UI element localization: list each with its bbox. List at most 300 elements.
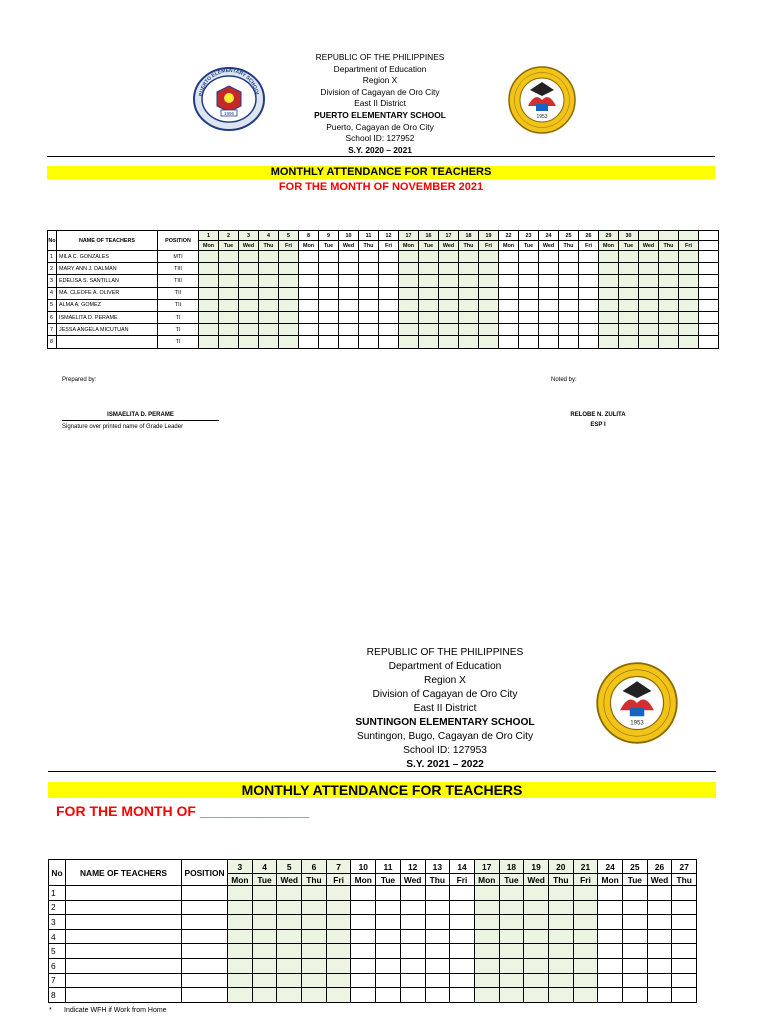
attendance-cell[interactable]: [299, 324, 319, 336]
attendance-cell[interactable]: [499, 275, 519, 287]
attendance-cell[interactable]: [279, 324, 299, 336]
attendance-cell[interactable]: [252, 988, 277, 1003]
attendance-cell[interactable]: [623, 944, 648, 959]
attendance-cell[interactable]: [302, 929, 327, 944]
attendance-cell[interactable]: [425, 944, 450, 959]
attendance-cell[interactable]: [359, 263, 379, 275]
attendance-cell[interactable]: [219, 287, 239, 299]
attendance-cell[interactable]: [425, 929, 450, 944]
attendance-cell[interactable]: [302, 900, 327, 915]
attendance-cell[interactable]: [573, 886, 598, 901]
attendance-cell[interactable]: [400, 973, 425, 988]
attendance-cell[interactable]: [672, 900, 697, 915]
attendance-cell[interactable]: [679, 287, 699, 299]
attendance-cell[interactable]: [359, 287, 379, 299]
attendance-cell[interactable]: [399, 251, 419, 263]
attendance-cell[interactable]: [339, 251, 359, 263]
attendance-cell[interactable]: [623, 988, 648, 1003]
attendance-cell[interactable]: [450, 958, 475, 973]
attendance-cell[interactable]: [519, 251, 539, 263]
attendance-cell[interactable]: [519, 324, 539, 336]
attendance-cell[interactable]: [219, 263, 239, 275]
attendance-cell[interactable]: [647, 886, 672, 901]
attendance-cell[interactable]: [359, 275, 379, 287]
attendance-cell[interactable]: [499, 944, 524, 959]
attendance-cell[interactable]: [376, 886, 401, 901]
attendance-cell[interactable]: [659, 336, 679, 348]
attendance-cell[interactable]: [351, 929, 376, 944]
attendance-cell[interactable]: [479, 251, 499, 263]
attendance-cell[interactable]: [259, 336, 279, 348]
attendance-cell[interactable]: [319, 275, 339, 287]
attendance-cell[interactable]: [598, 915, 623, 930]
attendance-cell[interactable]: [400, 915, 425, 930]
attendance-cell[interactable]: [419, 275, 439, 287]
attendance-cell[interactable]: [524, 929, 549, 944]
attendance-cell[interactable]: [548, 900, 573, 915]
attendance-cell[interactable]: [351, 900, 376, 915]
attendance-cell[interactable]: [559, 263, 579, 275]
attendance-cell[interactable]: [539, 336, 559, 348]
attendance-cell[interactable]: [647, 929, 672, 944]
attendance-cell[interactable]: [228, 988, 253, 1003]
attendance-cell[interactable]: [239, 336, 259, 348]
attendance-cell[interactable]: [573, 929, 598, 944]
attendance-cell[interactable]: [499, 324, 519, 336]
attendance-cell[interactable]: [499, 287, 519, 299]
attendance-cell[interactable]: [279, 336, 299, 348]
attendance-cell[interactable]: [277, 944, 302, 959]
attendance-cell[interactable]: [419, 299, 439, 311]
attendance-cell[interactable]: [239, 275, 259, 287]
attendance-cell[interactable]: [479, 299, 499, 311]
attendance-cell[interactable]: [499, 929, 524, 944]
attendance-cell[interactable]: [299, 275, 319, 287]
attendance-cell[interactable]: [439, 263, 459, 275]
attendance-cell[interactable]: [672, 973, 697, 988]
attendance-cell[interactable]: [659, 263, 679, 275]
attendance-cell[interactable]: [499, 988, 524, 1003]
attendance-cell[interactable]: [199, 287, 219, 299]
attendance-cell[interactable]: [573, 915, 598, 930]
attendance-cell[interactable]: [519, 299, 539, 311]
attendance-cell[interactable]: [379, 336, 399, 348]
attendance-cell[interactable]: [499, 263, 519, 275]
attendance-cell[interactable]: [219, 275, 239, 287]
attendance-cell[interactable]: [548, 915, 573, 930]
attendance-cell[interactable]: [199, 311, 219, 323]
attendance-cell[interactable]: [539, 324, 559, 336]
attendance-cell[interactable]: [277, 973, 302, 988]
attendance-cell[interactable]: [599, 263, 619, 275]
attendance-cell[interactable]: [299, 336, 319, 348]
attendance-cell[interactable]: [639, 263, 659, 275]
attendance-cell[interactable]: [228, 929, 253, 944]
attendance-cell[interactable]: [351, 988, 376, 1003]
attendance-cell[interactable]: [623, 915, 648, 930]
attendance-cell[interactable]: [339, 324, 359, 336]
attendance-cell[interactable]: [499, 886, 524, 901]
attendance-cell[interactable]: [219, 311, 239, 323]
attendance-cell[interactable]: [376, 900, 401, 915]
attendance-cell[interactable]: [252, 944, 277, 959]
attendance-cell[interactable]: [302, 988, 327, 1003]
attendance-cell[interactable]: [599, 311, 619, 323]
attendance-cell[interactable]: [400, 944, 425, 959]
attendance-cell[interactable]: [699, 251, 719, 263]
attendance-cell[interactable]: [239, 251, 259, 263]
attendance-cell[interactable]: [419, 311, 439, 323]
attendance-cell[interactable]: [579, 311, 599, 323]
attendance-cell[interactable]: [479, 287, 499, 299]
attendance-cell[interactable]: [639, 324, 659, 336]
attendance-cell[interactable]: [279, 275, 299, 287]
attendance-cell[interactable]: [474, 915, 499, 930]
attendance-cell[interactable]: [376, 958, 401, 973]
attendance-cell[interactable]: [359, 251, 379, 263]
attendance-cell[interactable]: [519, 336, 539, 348]
attendance-cell[interactable]: [376, 988, 401, 1003]
attendance-cell[interactable]: [639, 251, 659, 263]
attendance-cell[interactable]: [379, 263, 399, 275]
attendance-cell[interactable]: [359, 324, 379, 336]
attendance-cell[interactable]: [524, 886, 549, 901]
attendance-cell[interactable]: [579, 251, 599, 263]
attendance-cell[interactable]: [699, 336, 719, 348]
attendance-cell[interactable]: [228, 973, 253, 988]
attendance-cell[interactable]: [279, 299, 299, 311]
attendance-cell[interactable]: [419, 263, 439, 275]
attendance-cell[interactable]: [299, 251, 319, 263]
attendance-cell[interactable]: [219, 299, 239, 311]
attendance-cell[interactable]: [199, 251, 219, 263]
attendance-cell[interactable]: [639, 275, 659, 287]
attendance-cell[interactable]: [499, 900, 524, 915]
attendance-cell[interactable]: [259, 311, 279, 323]
attendance-cell[interactable]: [302, 886, 327, 901]
attendance-cell[interactable]: [672, 988, 697, 1003]
attendance-cell[interactable]: [339, 263, 359, 275]
attendance-cell[interactable]: [302, 958, 327, 973]
attendance-cell[interactable]: [439, 251, 459, 263]
attendance-cell[interactable]: [479, 275, 499, 287]
attendance-cell[interactable]: [679, 263, 699, 275]
attendance-cell[interactable]: [199, 275, 219, 287]
attendance-cell[interactable]: [199, 336, 219, 348]
attendance-cell[interactable]: [379, 299, 399, 311]
attendance-cell[interactable]: [519, 263, 539, 275]
attendance-cell[interactable]: [672, 944, 697, 959]
attendance-cell[interactable]: [699, 311, 719, 323]
attendance-cell[interactable]: [399, 275, 419, 287]
attendance-cell[interactable]: [598, 944, 623, 959]
attendance-cell[interactable]: [559, 275, 579, 287]
attendance-cell[interactable]: [598, 929, 623, 944]
attendance-cell[interactable]: [219, 324, 239, 336]
attendance-cell[interactable]: [419, 251, 439, 263]
attendance-cell[interactable]: [647, 988, 672, 1003]
attendance-cell[interactable]: [376, 944, 401, 959]
attendance-cell[interactable]: [548, 886, 573, 901]
attendance-cell[interactable]: [419, 287, 439, 299]
attendance-cell[interactable]: [351, 886, 376, 901]
attendance-cell[interactable]: [479, 311, 499, 323]
attendance-cell[interactable]: [299, 287, 319, 299]
attendance-cell[interactable]: [450, 988, 475, 1003]
attendance-cell[interactable]: [400, 886, 425, 901]
attendance-cell[interactable]: [474, 900, 499, 915]
attendance-cell[interactable]: [419, 324, 439, 336]
attendance-cell[interactable]: [519, 275, 539, 287]
attendance-cell[interactable]: [277, 915, 302, 930]
attendance-cell[interactable]: [399, 263, 419, 275]
attendance-cell[interactable]: [459, 336, 479, 348]
attendance-cell[interactable]: [339, 299, 359, 311]
attendance-cell[interactable]: [519, 311, 539, 323]
attendance-cell[interactable]: [639, 311, 659, 323]
attendance-cell[interactable]: [659, 311, 679, 323]
attendance-cell[interactable]: [499, 311, 519, 323]
attendance-cell[interactable]: [399, 287, 419, 299]
attendance-cell[interactable]: [499, 973, 524, 988]
attendance-cell[interactable]: [326, 973, 351, 988]
attendance-cell[interactable]: [474, 929, 499, 944]
attendance-cell[interactable]: [599, 251, 619, 263]
attendance-cell[interactable]: [459, 263, 479, 275]
attendance-cell[interactable]: [239, 263, 259, 275]
attendance-cell[interactable]: [579, 299, 599, 311]
attendance-cell[interactable]: [699, 263, 719, 275]
attendance-cell[interactable]: [659, 251, 679, 263]
attendance-cell[interactable]: [623, 973, 648, 988]
attendance-cell[interactable]: [425, 915, 450, 930]
attendance-cell[interactable]: [319, 311, 339, 323]
attendance-cell[interactable]: [619, 251, 639, 263]
attendance-cell[interactable]: [559, 311, 579, 323]
attendance-cell[interactable]: [399, 299, 419, 311]
attendance-cell[interactable]: [439, 287, 459, 299]
attendance-cell[interactable]: [679, 336, 699, 348]
attendance-cell[interactable]: [219, 336, 239, 348]
attendance-cell[interactable]: [519, 287, 539, 299]
attendance-cell[interactable]: [619, 324, 639, 336]
attendance-cell[interactable]: [252, 900, 277, 915]
attendance-cell[interactable]: [259, 287, 279, 299]
attendance-cell[interactable]: [239, 299, 259, 311]
attendance-cell[interactable]: [279, 263, 299, 275]
attendance-cell[interactable]: [277, 929, 302, 944]
attendance-cell[interactable]: [228, 915, 253, 930]
attendance-cell[interactable]: [524, 915, 549, 930]
attendance-cell[interactable]: [450, 915, 475, 930]
attendance-cell[interactable]: [259, 251, 279, 263]
attendance-cell[interactable]: [259, 263, 279, 275]
attendance-cell[interactable]: [647, 958, 672, 973]
attendance-cell[interactable]: [459, 299, 479, 311]
attendance-cell[interactable]: [326, 944, 351, 959]
attendance-cell[interactable]: [474, 944, 499, 959]
attendance-cell[interactable]: [359, 311, 379, 323]
attendance-cell[interactable]: [499, 299, 519, 311]
attendance-cell[interactable]: [326, 886, 351, 901]
attendance-cell[interactable]: [459, 251, 479, 263]
attendance-cell[interactable]: [379, 324, 399, 336]
attendance-cell[interactable]: [319, 287, 339, 299]
attendance-cell[interactable]: [659, 287, 679, 299]
attendance-cell[interactable]: [359, 336, 379, 348]
attendance-cell[interactable]: [252, 958, 277, 973]
attendance-cell[interactable]: [579, 287, 599, 299]
attendance-cell[interactable]: [277, 900, 302, 915]
attendance-cell[interactable]: [252, 886, 277, 901]
attendance-cell[interactable]: [619, 336, 639, 348]
attendance-cell[interactable]: [400, 929, 425, 944]
attendance-cell[interactable]: [400, 900, 425, 915]
attendance-cell[interactable]: [299, 299, 319, 311]
attendance-cell[interactable]: [376, 973, 401, 988]
attendance-cell[interactable]: [302, 973, 327, 988]
attendance-cell[interactable]: [539, 275, 559, 287]
attendance-cell[interactable]: [623, 886, 648, 901]
attendance-cell[interactable]: [623, 958, 648, 973]
attendance-cell[interactable]: [351, 973, 376, 988]
attendance-cell[interactable]: [499, 958, 524, 973]
attendance-cell[interactable]: [524, 944, 549, 959]
attendance-cell[interactable]: [425, 988, 450, 1003]
attendance-cell[interactable]: [425, 886, 450, 901]
attendance-cell[interactable]: [302, 915, 327, 930]
attendance-cell[interactable]: [647, 900, 672, 915]
attendance-cell[interactable]: [548, 988, 573, 1003]
attendance-cell[interactable]: [524, 958, 549, 973]
attendance-cell[interactable]: [339, 275, 359, 287]
attendance-cell[interactable]: [450, 929, 475, 944]
attendance-cell[interactable]: [579, 263, 599, 275]
attendance-cell[interactable]: [647, 915, 672, 930]
attendance-cell[interactable]: [319, 336, 339, 348]
attendance-cell[interactable]: [474, 886, 499, 901]
attendance-cell[interactable]: [459, 311, 479, 323]
attendance-cell[interactable]: [524, 988, 549, 1003]
attendance-cell[interactable]: [548, 929, 573, 944]
attendance-cell[interactable]: [376, 929, 401, 944]
attendance-cell[interactable]: [379, 311, 399, 323]
attendance-cell[interactable]: [679, 275, 699, 287]
attendance-cell[interactable]: [228, 958, 253, 973]
attendance-cell[interactable]: [699, 299, 719, 311]
attendance-cell[interactable]: [599, 287, 619, 299]
attendance-cell[interactable]: [619, 299, 639, 311]
attendance-cell[interactable]: [277, 988, 302, 1003]
attendance-cell[interactable]: [672, 958, 697, 973]
attendance-cell[interactable]: [399, 324, 419, 336]
attendance-cell[interactable]: [619, 275, 639, 287]
attendance-cell[interactable]: [539, 287, 559, 299]
attendance-cell[interactable]: [573, 900, 598, 915]
attendance-cell[interactable]: [279, 287, 299, 299]
attendance-cell[interactable]: [199, 324, 219, 336]
attendance-cell[interactable]: [400, 958, 425, 973]
attendance-cell[interactable]: [619, 287, 639, 299]
attendance-cell[interactable]: [339, 287, 359, 299]
attendance-cell[interactable]: [339, 311, 359, 323]
attendance-cell[interactable]: [598, 900, 623, 915]
attendance-cell[interactable]: [299, 263, 319, 275]
attendance-cell[interactable]: [277, 886, 302, 901]
attendance-cell[interactable]: [399, 311, 419, 323]
attendance-cell[interactable]: [699, 324, 719, 336]
attendance-cell[interactable]: [326, 915, 351, 930]
attendance-cell[interactable]: [579, 275, 599, 287]
attendance-cell[interactable]: [228, 886, 253, 901]
attendance-cell[interactable]: [279, 251, 299, 263]
attendance-cell[interactable]: [639, 287, 659, 299]
attendance-cell[interactable]: [659, 275, 679, 287]
attendance-cell[interactable]: [459, 324, 479, 336]
attendance-cell[interactable]: [219, 251, 239, 263]
attendance-cell[interactable]: [598, 886, 623, 901]
attendance-cell[interactable]: [339, 336, 359, 348]
attendance-cell[interactable]: [439, 275, 459, 287]
attendance-cell[interactable]: [376, 915, 401, 930]
attendance-cell[interactable]: [425, 973, 450, 988]
attendance-cell[interactable]: [351, 915, 376, 930]
attendance-cell[interactable]: [474, 988, 499, 1003]
attendance-cell[interactable]: [539, 311, 559, 323]
attendance-cell[interactable]: [647, 944, 672, 959]
attendance-cell[interactable]: [579, 324, 599, 336]
attendance-cell[interactable]: [399, 336, 419, 348]
attendance-cell[interactable]: [659, 299, 679, 311]
attendance-cell[interactable]: [228, 900, 253, 915]
attendance-cell[interactable]: [598, 973, 623, 988]
attendance-cell[interactable]: [459, 287, 479, 299]
attendance-cell[interactable]: [548, 958, 573, 973]
attendance-cell[interactable]: [439, 324, 459, 336]
attendance-cell[interactable]: [639, 299, 659, 311]
attendance-cell[interactable]: [326, 958, 351, 973]
attendance-cell[interactable]: [479, 324, 499, 336]
attendance-cell[interactable]: [228, 944, 253, 959]
attendance-cell[interactable]: [450, 886, 475, 901]
attendance-cell[interactable]: [559, 336, 579, 348]
attendance-cell[interactable]: [199, 299, 219, 311]
attendance-cell[interactable]: [499, 251, 519, 263]
attendance-cell[interactable]: [279, 311, 299, 323]
attendance-cell[interactable]: [252, 915, 277, 930]
attendance-cell[interactable]: [351, 958, 376, 973]
attendance-cell[interactable]: [259, 275, 279, 287]
attendance-cell[interactable]: [259, 324, 279, 336]
attendance-cell[interactable]: [252, 929, 277, 944]
attendance-cell[interactable]: [559, 324, 579, 336]
attendance-cell[interactable]: [499, 336, 519, 348]
attendance-cell[interactable]: [559, 299, 579, 311]
attendance-cell[interactable]: [679, 251, 699, 263]
attendance-cell[interactable]: [439, 336, 459, 348]
attendance-cell[interactable]: [319, 251, 339, 263]
attendance-cell[interactable]: [326, 988, 351, 1003]
attendance-cell[interactable]: [539, 299, 559, 311]
attendance-cell[interactable]: [259, 299, 279, 311]
attendance-cell[interactable]: [539, 263, 559, 275]
attendance-cell[interactable]: [559, 287, 579, 299]
attendance-cell[interactable]: [450, 900, 475, 915]
attendance-cell[interactable]: [326, 929, 351, 944]
attendance-cell[interactable]: [639, 336, 659, 348]
attendance-cell[interactable]: [599, 299, 619, 311]
attendance-cell[interactable]: [425, 900, 450, 915]
